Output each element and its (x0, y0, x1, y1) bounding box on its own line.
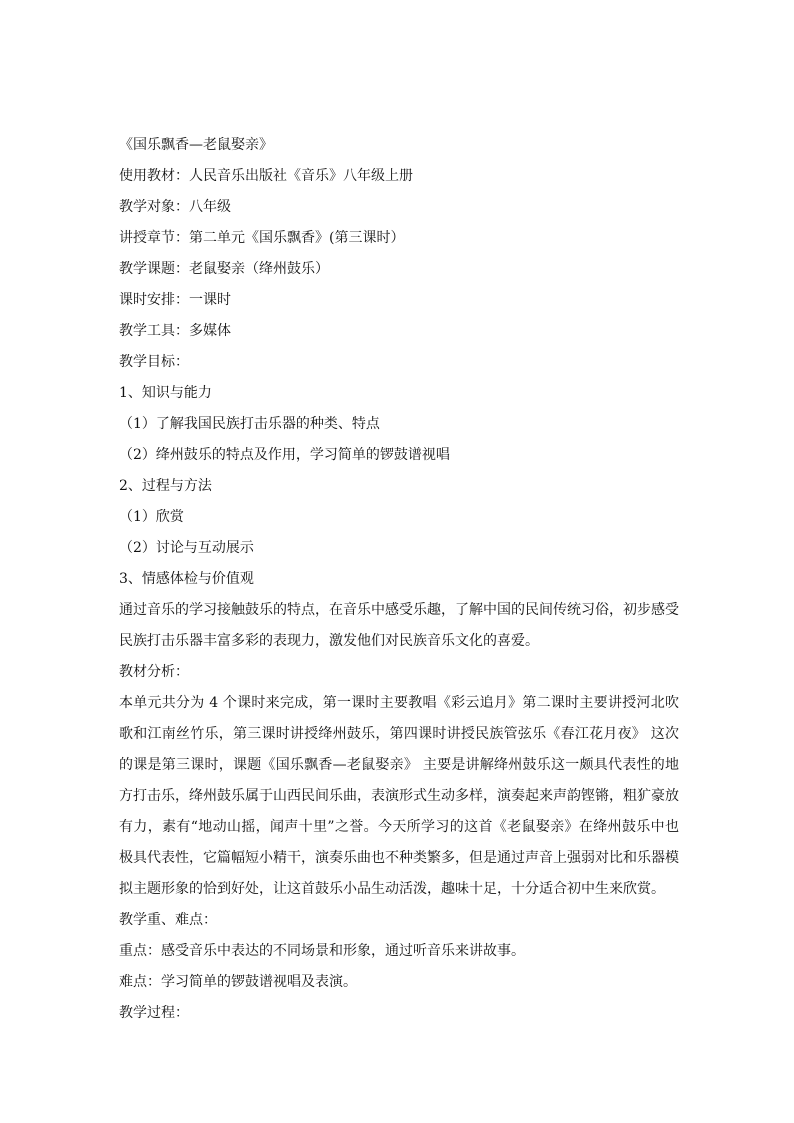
key-point: 重点：感受音乐中表达的不同场景和形象，通过听音乐来讲故事。 (119, 943, 525, 959)
document-title: 《国乐飘香—老鼠娶亲》 (119, 137, 273, 153)
tools-line: 教学工具：多媒体 (119, 323, 231, 339)
difficult-point: 难点：学习简单的锣鼓谱视唱及表演。 (119, 974, 357, 990)
goal-3-heading: 3、情感体检与价值观 (119, 571, 254, 587)
process-heading: 教学过程： (119, 1005, 189, 1021)
schedule-line: 课时安排：一课时 (119, 292, 231, 308)
goal-1-item-1: （1）了解我国民族打击乐器的种类、特点 (119, 416, 380, 432)
topic-line: 教学课题：老鼠娶亲（绛州鼓乐） (119, 261, 329, 277)
goal-3-paragraph: 通过音乐的学习接触鼓乐的特点，在音乐中感受乐趣，了解中国的民间传统习俗，初步感受民族打击乐器丰富多彩的表现力，激发他们对民族音乐文化的喜爱。 (119, 602, 679, 649)
chapter-line: 讲授章节：第二单元《国乐飘香》(第三课时） (119, 230, 405, 246)
goal-2-item-2: （2）讨论与互动展示 (119, 540, 254, 556)
goal-1-heading: 1、知识与能力 (119, 385, 212, 401)
document-body (119, 130, 679, 1029)
textbook-line: 使用教材：人民音乐出版社《音乐》八年级上册 (119, 168, 413, 184)
analysis-heading: 教材分析： (119, 664, 189, 680)
goal-1-item-2: （2）绛州鼓乐的特点及作用，学习简单的锣鼓谱视唱 (119, 447, 450, 463)
goal-2-item-1: （1）欣赏 (119, 509, 184, 525)
goals-heading: 教学目标： (119, 354, 189, 370)
analysis-paragraph: 本单元共分为 4 个课时来完成，第一课时主要教唱《彩云追月》第二课时主要讲授河北吹歌和江南丝竹乐，第三课时讲授绛州鼓乐，第四课时讲授民族管弦乐《春江花月夜》 这次的课是第三课时，课题《国乐飘香—老鼠娶亲》 主要是讲解绛州鼓乐这一颇具代表性的地方打击乐，绛州鼓乐属于山西民间乐曲，表演形式生动多样，演奏起来声韵铿锵，粗犷豪放有力，素有“地动山摇，闻声十里”之誉。今天所学习的这首《老鼠娶亲》在绛州鼓乐中也极具代表性，它篇幅短小精干，演奏乐曲也不种类繁多，但是通过声音上强弱对比和乐器模拟主题形象的恰到好处，让这首鼓乐小品生动活泼，趣味十足，十分适合初中生来欣赏。 (119, 695, 679, 897)
audience-line: 教学对象：八年级 (119, 199, 231, 215)
goal-2-heading: 2、过程与方法 (119, 478, 212, 494)
key-heading: 教学重、难点： (119, 912, 217, 928)
